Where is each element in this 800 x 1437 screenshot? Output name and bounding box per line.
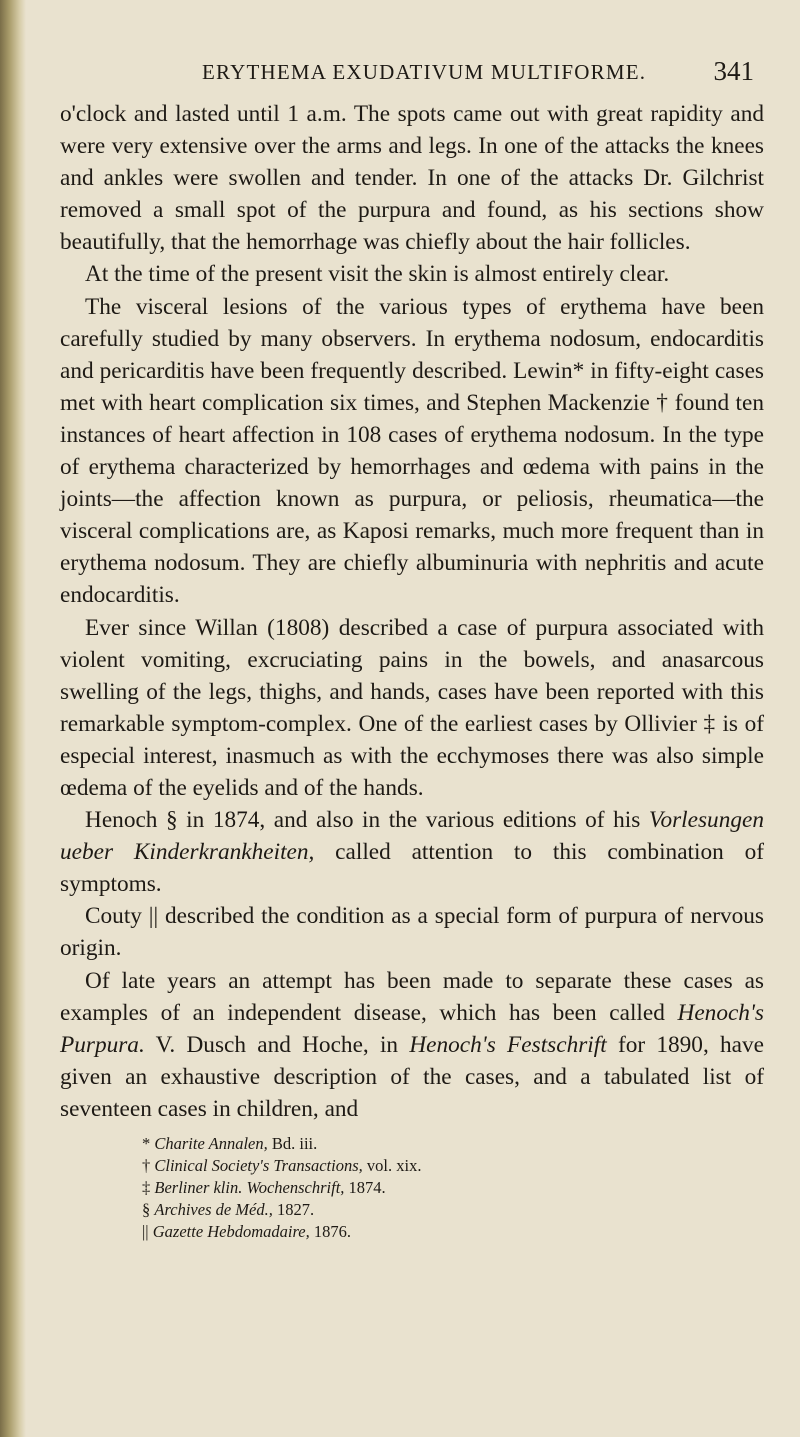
late-years-text-2: V. Dusch and Hoche, in <box>144 1031 410 1058</box>
paragraph-continuation: o'clock and lasted until 1 a.m. The spots came out with great rapidity and were very extensive over the arms and legs. In one of the attacks the knees and ankles were swollen and tender. In one of the attacks Dr. Gilchrist removed a small spot of the purpura and found, as his sections show beautifully, that the hemorrhage was chiefly about the hair follicles. <box>60 101 764 256</box>
footnote-source: Gazette Hebdomadaire, <box>152 1222 310 1241</box>
footnote <box>142 1133 774 1155</box>
henoch-text-2: called attention to this combination of symptoms. <box>60 839 764 898</box>
book-page <box>46 0 774 1437</box>
footnote-source: Charite Annalen, <box>154 1134 268 1153</box>
footnote-detail: 1827. <box>272 1200 315 1219</box>
paragraph-present-visit: At the time of the present visit the skin is almost entirely clear. <box>85 261 670 288</box>
footnote-detail: Bd. iii. <box>267 1134 318 1153</box>
footnote-source: Archives de Méd., <box>154 1200 273 1219</box>
paragraph-couty: Couty || described the condition as a special form of purpura of nervous origin. <box>60 903 764 962</box>
page-number: 341 <box>713 56 754 86</box>
footnote-detail: vol. xix. <box>362 1156 422 1175</box>
footnotes <box>46 1133 774 1243</box>
footnote <box>142 1199 774 1221</box>
footnote-detail: 1874. <box>344 1178 386 1197</box>
late-years-text-3: for 1890, have given an exhaustive description of the cases, and a tabulated list of seventeen cases in children, and <box>60 1031 764 1122</box>
footnote <box>142 1221 774 1243</box>
book-binding-shadow <box>0 0 26 1437</box>
footnote-mark: ‡ <box>142 1178 151 1197</box>
paragraph-willan: Ever since Willan (1808) described a case of purpura associated with violent vomiting, excruciating pains in the bowels, and anasarcous swelling of the legs, thighs, and hands, cases have been reported with this remarkable symptom-complex. One of the earliest cases by Ollivier ‡ is of especial interest, inasmuch as with the ecchymoses there was also simple œdema of the eyelids and of the hands. <box>60 614 764 801</box>
footnote-mark: || <box>142 1222 149 1241</box>
henochs-purpura-title: Henoch's Purpura. <box>60 999 764 1058</box>
footnote-detail: 1876. <box>309 1222 352 1241</box>
henoch-book-title: Vorlesungen ueber Kinderkrankheiten, <box>60 807 764 866</box>
henochs-festschrift-title: Henoch's Festschrift <box>409 1031 607 1058</box>
footnote <box>142 1177 774 1199</box>
footnote-mark: † <box>142 1156 151 1175</box>
paragraph-late-years <box>60 965 764 1125</box>
footnote-source: Berliner klin. Wochenschrift, <box>154 1178 345 1197</box>
footnote-mark: * <box>142 1134 151 1153</box>
paragraph-henoch <box>60 804 764 900</box>
late-years-text-1: Of late years an attempt has been made to separate these cases as examples of an independent disease, which has been called <box>60 967 764 1026</box>
footnote-mark: § <box>142 1200 151 1219</box>
footnote-source: Clinical Society's Transactions, <box>154 1156 363 1175</box>
footnote <box>142 1155 774 1177</box>
paragraph-visceral-lesions: The visceral lesions of the various types of erythema have been carefully studied by many observers. In erythema nodosum, endocarditis and pericarditis have been frequently described. Lewin* in fifty-eight cases met with heart complication six times, and Stephen Mackenzie † found ten instances of heart affection in 108 cases of erythema nodosum. In the type of erythema characterized by hemorrhages and œdema with pains in the joints—the affection known as purpura, or peliosis, rheumatica—the visceral complications are, as Kaposi remarks, much more frequent than in erythema nodosum. They are chiefly albuminuria with nephritis and acute endocarditis. <box>60 293 764 609</box>
running-title: ERYTHEMA EXUDATIVUM MULTIFORME. <box>202 60 647 84</box>
body-text <box>60 98 764 1125</box>
page-header <box>46 52 774 92</box>
henoch-text-1: Henoch § in 1874, and also in the various editions of his <box>85 807 649 834</box>
